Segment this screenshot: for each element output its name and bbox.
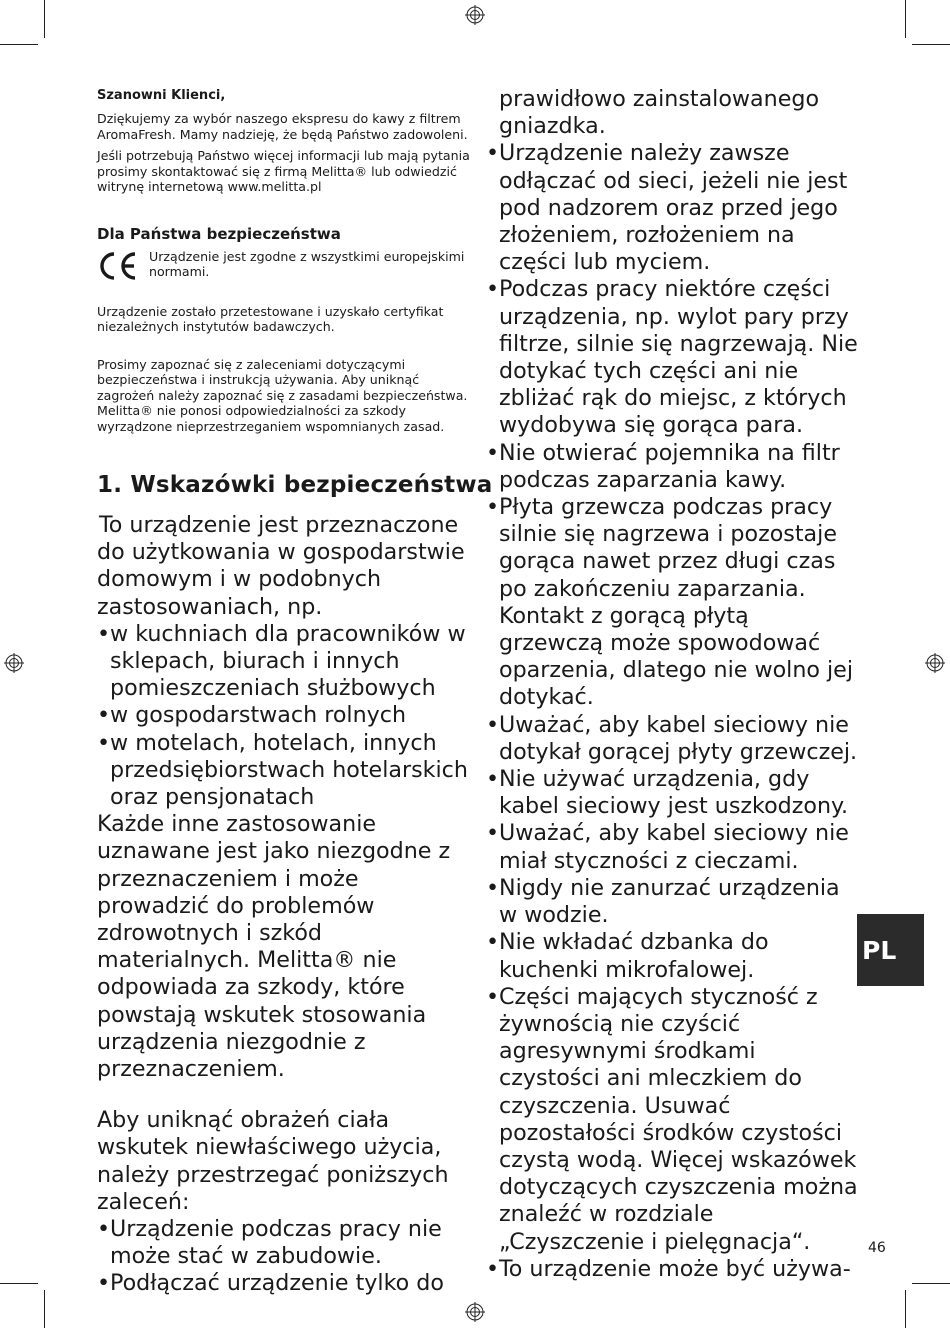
crop-mark — [912, 1283, 950, 1284]
intended-use-intro: To urządzenie jest przeznaczone do użytkowania w gospodarstwie domowym i w podobnych zastosowaniach, np. — [97, 512, 465, 620]
other-use-paragraph: Każde inne zastosowanie uznawane jest jako niezgodne z przeznaczeniem i może prowadzić do problemów zdrowotnych i szkód materialnych. Melitta® nie odpowiada za szkody, które powstają wskutek stosowania urządzenia niezgodnie z przeznaczeniem. — [97, 811, 451, 1083]
safety-rules-list-left — [97, 1216, 475, 1298]
ce-mark-icon — [97, 250, 139, 282]
rule-continuation: prawidłowo zainstalowanego gniazdka. — [499, 86, 820, 140]
safety-heading: Dla Państwa bezpieczeństwa — [97, 224, 341, 243]
list-item: • Części mających styczność z żywnością nie czyścić agresywnymi środkami czystości ani mleczkiem do czyszczenia. Usuwać pozostałości środków czystości czystą wodą. Więcej wskazówek dotyczących czyszczenia można znaleźć w rozdziale „Czyszczenie i pielęgnacja“. — [486, 984, 858, 1256]
greeting-heading: Szanowni Klienci, — [97, 88, 226, 103]
list-item: • Nie używać urządzenia, gdy kabel sieciowy jest uszkodzony. — [486, 766, 858, 820]
crop-mark — [905, 0, 906, 38]
list-item: • w kuchniach dla pracowników w sklepach, biurach i innych pomieszczeniach służbowych — [97, 621, 475, 703]
list-item: • Uważać, aby kabel sieciowy nie dotykał gorącej płyty grzewczej. — [486, 712, 858, 766]
list-item: • Podłączać urządzenie tylko do — [97, 1270, 475, 1297]
crop-mark — [0, 1283, 38, 1284]
list-item: • To urządzenie może być używa- — [486, 1256, 858, 1283]
contact-paragraph: Jeśli potrzebują Państwo więcej informacji lub mają pytania prosimy skontaktować się z firmą Melitta® lub odwiedzić witrynę internetową www.melitta.pl — [97, 148, 470, 194]
safety-rules-list-right — [486, 140, 858, 1283]
crop-mark — [905, 1290, 906, 1328]
list-item: • Nie otwierać pojemnika na filtr podczas zaparzania kawy. — [486, 440, 858, 494]
registration-mark-icon — [465, 5, 485, 25]
registration-mark-icon — [465, 1302, 485, 1322]
list-item: • Urządzenie podczas pracy nie może stać w zabudowie. — [97, 1216, 475, 1270]
list-item: • Podczas pracy niektóre części urządzenia, np. wylot pary przy filtrze, silnie się nagrzewają. Nie dotykać tych części ani nie zbliżać rąk do miejsc, z których wydobywa się gorąca para. — [486, 276, 858, 439]
page-number: 46 — [868, 1240, 886, 1256]
crop-mark — [0, 44, 38, 45]
certification-paragraph: Urządzenie zostało przetestowane i uzyskało certyfikat niezależnych instytutów badawczych. — [97, 303, 444, 334]
crop-mark — [44, 0, 45, 38]
instructions-paragraph: Prosimy zapoznać się z zaleceniami dotyczącymi bezpieczeństwa i instrukcją używania. Aby uniknąć zagrożeń należy zapoznać się z zasadami bezpieczeństwa. Melitta® nie ponosi odpowiedzialności za szkody wyrządzone nieprzestrzeganiem wspomnianych zasad. — [97, 356, 468, 434]
registration-mark-icon — [4, 653, 24, 673]
right-column — [486, 86, 858, 1283]
left-column — [97, 88, 493, 1298]
language-tab: PL — [857, 914, 924, 986]
registration-mark-icon — [925, 653, 945, 673]
list-item: • Urządzenie należy zawsze odłączać od sieci, jeżeli nie jest pod nadzorem oraz przed jego złożeniem, rozłożeniem na części lub myciem. — [486, 140, 858, 276]
intended-use-list — [97, 621, 475, 811]
list-item: • Uważać, aby kabel sieciowy nie miał styczności z cieczami. — [486, 820, 858, 874]
list-item: • Płyta grzewcza podczas pracy silnie się nagrzewa i pozostaje gorąca nawet przez długi czas po zakończeniu zaparzania. Kontakt z gorącą płytą grzewczą może spowodować oparzenia, dlatego nie wolno jej dotykać. — [486, 494, 858, 712]
crop-mark — [44, 1290, 45, 1328]
list-item: • Nigdy nie zanurzać urządzenia w wodzie. — [486, 875, 858, 929]
list-item: • Nie wkładać dzbanka do kuchenki mikrofalowej. — [486, 929, 858, 983]
list-item: • w motelach, hotelach, innych przedsiębiorstwach hotelarskich oraz pensjonatach — [97, 730, 475, 812]
avoid-injury-intro: Aby uniknąć obrażeń ciała wskutek niewłaściwego użycia, należy przestrzegać poniższych zaleceń: — [97, 1107, 449, 1215]
crop-mark — [912, 44, 950, 45]
greeting-paragraph: Dziękujemy za wybór naszego ekspresu do kawy z filtrem AromaFresh. Mamy nadzieję, że będą Państwo zadowoleni. — [97, 111, 468, 142]
ce-conformity — [97, 249, 475, 282]
ce-text: Urządzenie jest zgodne z wszystkimi europejskimi normami. — [149, 248, 465, 279]
list-item: • w gospodarstwach rolnych — [97, 702, 475, 729]
section-title: 1. Wskazówki bezpieczeństwa — [97, 472, 493, 498]
